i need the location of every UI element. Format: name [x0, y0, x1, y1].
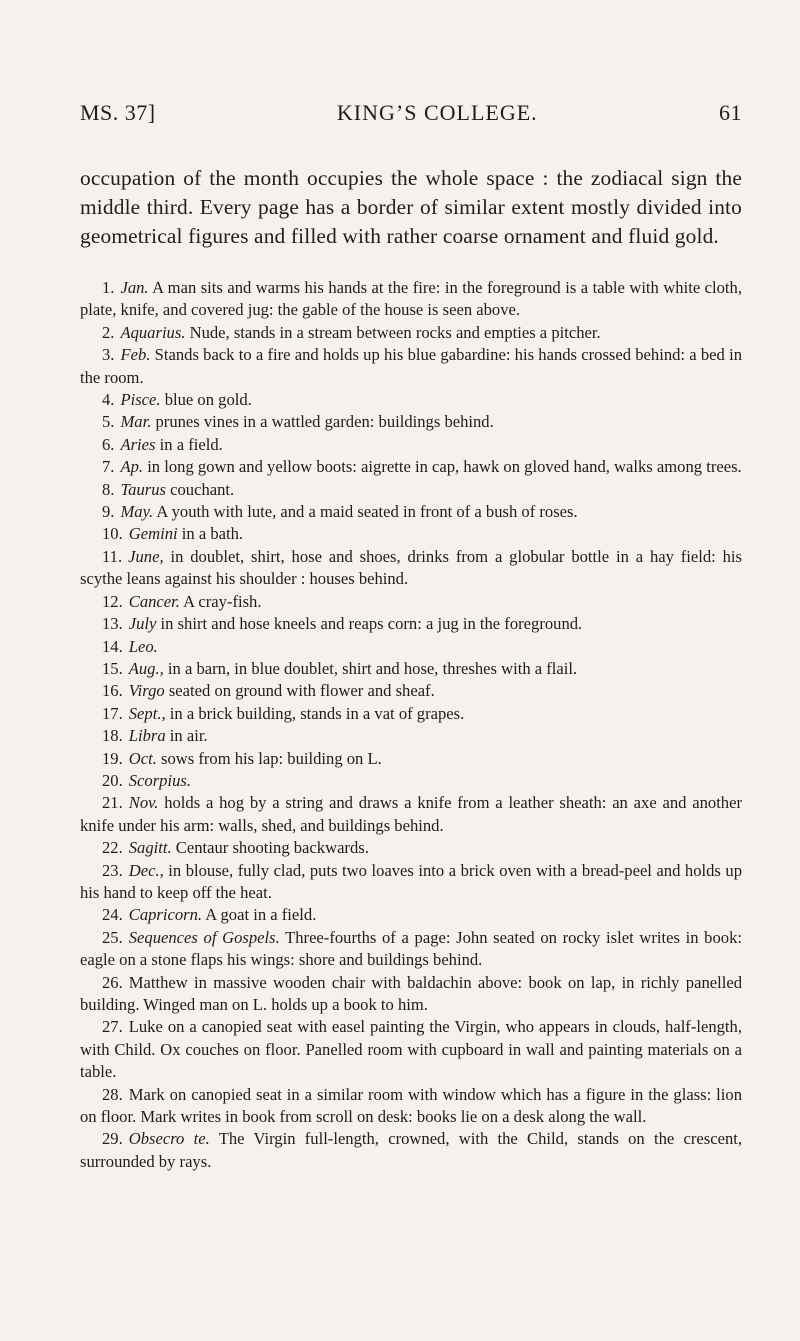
catalogue-entry [80, 927, 742, 972]
catalogue-entry [80, 322, 742, 344]
catalogue-entry [80, 546, 742, 591]
entry-number: 21. [102, 793, 123, 813]
entry-number: 17. [102, 703, 123, 723]
running-title: KING’S COLLEGE. [336, 100, 538, 125]
entry-title: Sequences of Gospels. [128, 927, 280, 947]
catalogue-entry [80, 972, 742, 1017]
entry-description: holds a hog by a string and draws a knife from a leather sheath: an axe and another knife under his arm: walls, shed, and buildings behind. [80, 793, 742, 835]
catalogue-entry [80, 591, 742, 613]
catalogue-entry [80, 1016, 742, 1083]
entry-description: in a brick building, stands in a vat of grapes. [165, 703, 465, 723]
catalogue-entry [80, 725, 742, 747]
entry-title: Aug., [128, 658, 164, 678]
entry-number: 4. [102, 390, 115, 410]
entry-number: 12. [102, 591, 123, 611]
entry-title: Ap. [120, 457, 144, 477]
entry-description: Luke on a canopied seat with easel painting the Virgin, who appears in clouds, half-length, with Child. Ox couches on floor. Panelled room with cupboard in wall and painting materials on a table. [80, 1017, 742, 1082]
entry-number: 3. [102, 345, 115, 365]
entry-title: Sagitt. [128, 838, 172, 858]
entry-number: 22. [102, 838, 123, 858]
catalogue-entry [80, 456, 742, 478]
entry-number: 2. [102, 322, 115, 342]
entry-description: A goat in a field. [202, 905, 317, 925]
entry-description: in long gown and yellow boots: aigrette in cap, hawk on gloved hand, walks among trees. [143, 457, 742, 477]
catalogue-entry [80, 748, 742, 770]
entry-number: 5. [102, 412, 115, 432]
entry-title: Obsecro te. [128, 1129, 210, 1149]
entry-title: July [128, 614, 157, 634]
entry-description: Nude, stands in a stream between rocks and empties a pitcher. [185, 322, 601, 342]
entry-title: Pisce. [120, 390, 161, 410]
entry-number: 7. [102, 457, 115, 477]
entry-description: Mark on canopied seat in a similar room with window which has a figure in the glass: lion on floor. Mark writes in book from scroll on desk: books lie on a desk along the wall. [80, 1084, 742, 1127]
entry-description: Centaur shooting backwards. [171, 838, 369, 858]
entry-description: in blouse, fully clad, puts two loaves into a brick oven with a bread-peel and holds up his hand to keep off the heat. [80, 860, 742, 902]
catalogue-entries [80, 277, 742, 1173]
entry-number: 19. [102, 748, 123, 768]
catalogue-entry [80, 792, 742, 837]
entry-description: sows from his lap: building on L. [156, 748, 382, 768]
catalogue-entry [80, 613, 742, 635]
catalogue-entry [80, 479, 742, 501]
entry-number: 23. [102, 860, 123, 880]
entry-number: 29. [102, 1129, 123, 1149]
entry-description: in doublet, shirt, hose and shoes, drinks from a globular bottle in a hay field: his scythe leans against his shoulder : houses behind. [80, 546, 742, 589]
entry-number: 11. [102, 546, 123, 566]
catalogue-entry [80, 904, 742, 926]
entry-number: 28. [102, 1084, 123, 1104]
entry-title: Sept., [128, 703, 166, 723]
catalogue-entry [80, 389, 742, 411]
entry-number: 16. [102, 681, 123, 701]
catalogue-entry [80, 1128, 742, 1173]
catalogue-entry [80, 658, 742, 680]
catalogue-entry [80, 1084, 742, 1129]
entry-description: in a barn, in blue doublet, shirt and hose, threshes with a flail. [163, 658, 578, 678]
lead-paragraph: occupation of the month occupies the whole space : the zodiacal sign the middle third. Every page has a border of similar extent mostly divided into geometrical figures and filled with rather coarse ornament and fluid gold. [80, 166, 742, 248]
running-head [80, 100, 742, 126]
entry-title: Libra [128, 726, 166, 746]
catalogue-entry [80, 837, 742, 859]
entry-title: Gemini [128, 524, 178, 544]
entry-number: 8. [102, 479, 115, 499]
entry-number: 18. [102, 726, 123, 746]
page-number: 61 [718, 100, 742, 125]
entry-number: 10. [102, 524, 123, 544]
entry-title: Virgo [128, 681, 165, 701]
entry-number: 26. [102, 972, 123, 992]
entry-title: June, [128, 546, 164, 566]
manuscript-number: MS. 37] [80, 100, 156, 125]
entry-description: in a bath. [177, 524, 244, 544]
entry-number: 20. [102, 770, 123, 790]
entry-description: Three-fourths of a page: John seated on rocky islet writes in book: eagle on a stone flaps his wings: shore and buildings behind. [80, 927, 742, 970]
entry-title: Aries [120, 434, 156, 454]
entry-title: Jan. [120, 278, 149, 297]
entry-title: Feb. [120, 345, 151, 365]
catalogue-entry [80, 344, 742, 389]
entry-description: in air. [165, 726, 208, 746]
entry-description: in shirt and hose kneels and reaps corn: a jug in the foreground. [156, 614, 583, 634]
entry-title: Dec., [128, 860, 164, 880]
entry-title: Aquarius. [120, 322, 186, 342]
entry-description: couchant. [165, 479, 235, 499]
entry-number: 27. [102, 1017, 123, 1037]
catalogue-entry [80, 860, 742, 905]
entry-description: A man sits and warms his hands at the fire: in the foreground is a table with white cloth, plate, knife, and covered jug: the gable of the house is seen above. [80, 278, 742, 320]
entry-title: Cancer. [128, 591, 180, 611]
entry-number: 25. [102, 927, 123, 947]
entry-number: 1. [102, 278, 115, 297]
entry-description: seated on ground with flower and sheaf. [164, 681, 435, 701]
entry-description: Matthew in massive wooden chair with baldachin above: book on lap, in richly panelled building. Winged man on L. holds up a book to him. [80, 972, 742, 1014]
entry-number: 6. [102, 434, 115, 454]
entry-description: A youth with lute, and a maid seated in front of a bush of roses. [153, 502, 578, 522]
entry-description: A cray-fish. [179, 591, 262, 611]
catalogue-entry [80, 680, 742, 702]
catalogue-entry [80, 523, 742, 545]
entry-title: Oct. [128, 748, 157, 768]
entry-title: Leo. [128, 636, 158, 656]
entry-title: Taurus [120, 479, 166, 499]
catalogue-entry [80, 636, 742, 658]
entry-number: 15. [102, 658, 123, 678]
entry-title: Mar. [120, 412, 152, 432]
catalogue-entry [80, 703, 742, 725]
entry-title: Scorpius. [128, 770, 191, 790]
catalogue-entry [80, 277, 742, 322]
entry-description: prunes vines in a wattled garden: buildings behind. [151, 412, 494, 432]
entry-number: 9. [102, 502, 115, 522]
entry-description: blue on gold. [160, 390, 252, 410]
entry-title: Capricorn. [128, 905, 203, 925]
entry-title: Nov. [128, 793, 159, 813]
entry-description: in a field. [155, 434, 223, 454]
entry-number: 14. [102, 636, 123, 656]
entry-description: Stands back to a fire and holds up his blue gabardine: his hands crossed behind: a bed in the room. [80, 345, 742, 387]
entry-number: 13. [102, 614, 123, 634]
entry-number: 24. [102, 905, 123, 925]
entry-description: The Virgin full-length, crowned, with the Child, stands on the crescent, surrounded by rays. [80, 1129, 742, 1171]
entry-title: May. [120, 502, 154, 522]
catalogue-entry [80, 501, 742, 523]
catalogue-entry [80, 411, 742, 433]
catalogue-entry [80, 434, 742, 456]
catalogue-entry [80, 770, 742, 792]
